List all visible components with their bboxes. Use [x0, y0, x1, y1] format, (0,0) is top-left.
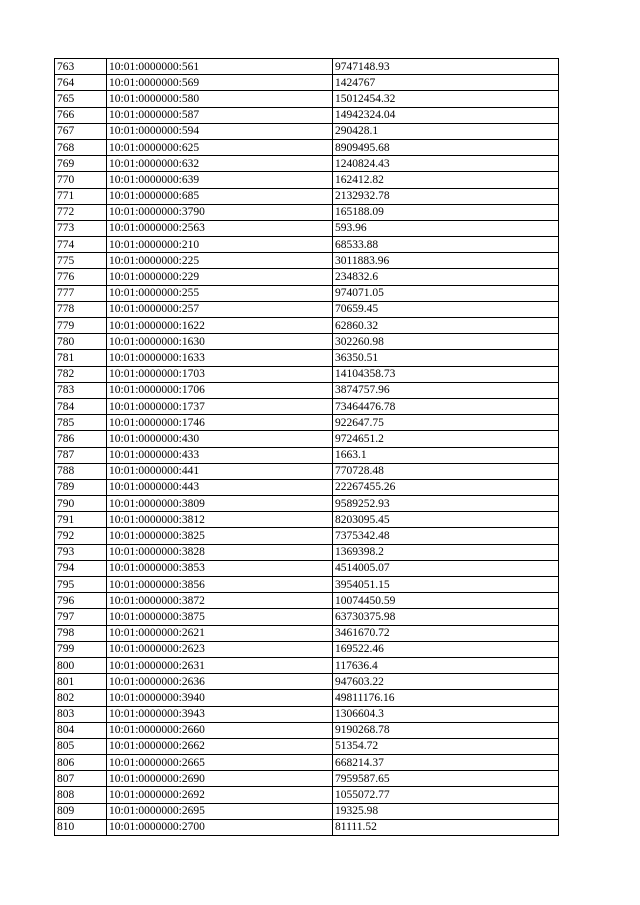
cadastral-number-cell: 10:01:0000000:2660	[107, 722, 333, 738]
cadastral-number-cell: 10:01:0000000:3943	[107, 706, 333, 722]
value-cell: 14104358.73	[333, 366, 559, 382]
row-number-cell: 784	[55, 398, 107, 414]
value-cell: 234832.6	[333, 269, 559, 285]
cadastral-number-cell: 10:01:0000000:594	[107, 123, 333, 139]
value-cell: 2132932.78	[333, 188, 559, 204]
table-row	[55, 674, 559, 690]
cadastral-number-cell: 10:01:0000000:2662	[107, 738, 333, 754]
row-number-cell: 763	[55, 59, 107, 75]
row-number-cell: 790	[55, 496, 107, 512]
value-cell: 169522.46	[333, 641, 559, 657]
table-row	[55, 366, 559, 382]
cadastral-number-cell: 10:01:0000000:1746	[107, 415, 333, 431]
value-cell: 1424767	[333, 75, 559, 91]
value-cell: 10074450.59	[333, 593, 559, 609]
table-row	[55, 188, 559, 204]
row-number-cell: 808	[55, 787, 107, 803]
value-cell: 36350.51	[333, 350, 559, 366]
table-row	[55, 285, 559, 301]
cadastral-number-cell: 10:01:0000000:1630	[107, 334, 333, 350]
cadastral-number-cell: 10:01:0000000:632	[107, 156, 333, 172]
table-row	[55, 204, 559, 220]
row-number-cell: 803	[55, 706, 107, 722]
cadastral-number-cell: 10:01:0000000:2692	[107, 787, 333, 803]
value-cell: 974071.05	[333, 285, 559, 301]
row-number-cell: 771	[55, 188, 107, 204]
row-number-cell: 788	[55, 463, 107, 479]
cadastral-number-cell: 10:01:0000000:1706	[107, 382, 333, 398]
row-number-cell: 786	[55, 431, 107, 447]
cadastral-number-cell: 10:01:0000000:569	[107, 75, 333, 91]
value-cell: 3461670.72	[333, 625, 559, 641]
value-cell: 14942324.04	[333, 107, 559, 123]
cadastral-number-cell: 10:01:0000000:1622	[107, 318, 333, 334]
cadastral-number-cell: 10:01:0000000:3875	[107, 609, 333, 625]
cadastral-number-cell: 10:01:0000000:580	[107, 91, 333, 107]
value-cell: 7959587.65	[333, 771, 559, 787]
cadastral-number-cell: 10:01:0000000:2700	[107, 819, 333, 835]
row-number-cell: 795	[55, 577, 107, 593]
value-cell: 63730375.98	[333, 609, 559, 625]
row-number-cell: 810	[55, 819, 107, 835]
cadastral-number-cell: 10:01:0000000:2623	[107, 641, 333, 657]
row-number-cell: 773	[55, 220, 107, 236]
cadastral-number-cell: 10:01:0000000:587	[107, 107, 333, 123]
row-number-cell: 772	[55, 204, 107, 220]
table-row	[55, 123, 559, 139]
table-row	[55, 350, 559, 366]
row-number-cell: 789	[55, 479, 107, 495]
value-cell: 668214.37	[333, 755, 559, 771]
value-cell: 1663.1	[333, 447, 559, 463]
cadastral-number-cell: 10:01:0000000:2690	[107, 771, 333, 787]
cadastral-number-cell: 10:01:0000000:2631	[107, 657, 333, 673]
cadastral-number-cell: 10:01:0000000:430	[107, 431, 333, 447]
table-row	[55, 738, 559, 754]
value-cell: 290428.1	[333, 123, 559, 139]
row-number-cell: 776	[55, 269, 107, 285]
cadastral-number-cell: 10:01:0000000:225	[107, 253, 333, 269]
row-number-cell: 791	[55, 512, 107, 528]
data-table	[54, 58, 559, 836]
cadastral-number-cell: 10:01:0000000:210	[107, 237, 333, 253]
row-number-cell: 780	[55, 334, 107, 350]
cadastral-number-cell: 10:01:0000000:1633	[107, 350, 333, 366]
value-cell: 162412.82	[333, 172, 559, 188]
cadastral-number-cell: 10:01:0000000:257	[107, 301, 333, 317]
table-row	[55, 172, 559, 188]
table-row	[55, 641, 559, 657]
row-number-cell: 774	[55, 237, 107, 253]
value-cell: 770728.48	[333, 463, 559, 479]
value-cell: 62860.32	[333, 318, 559, 334]
cadastral-number-cell: 10:01:0000000:3812	[107, 512, 333, 528]
cadastral-number-cell: 10:01:0000000:2695	[107, 803, 333, 819]
row-number-cell: 768	[55, 139, 107, 155]
value-cell: 3954051.15	[333, 577, 559, 593]
row-number-cell: 796	[55, 593, 107, 609]
row-number-cell: 792	[55, 528, 107, 544]
value-cell: 8909495.68	[333, 139, 559, 155]
value-cell: 8203095.45	[333, 512, 559, 528]
value-cell: 1055072.77	[333, 787, 559, 803]
table-row	[55, 609, 559, 625]
value-cell: 49811176.16	[333, 690, 559, 706]
value-cell: 922647.75	[333, 415, 559, 431]
cadastral-number-cell: 10:01:0000000:2665	[107, 755, 333, 771]
table-row	[55, 755, 559, 771]
value-cell: 1306604.3	[333, 706, 559, 722]
table-row	[55, 318, 559, 334]
value-cell: 4514005.07	[333, 560, 559, 576]
cadastral-number-cell: 10:01:0000000:561	[107, 59, 333, 75]
row-number-cell: 767	[55, 123, 107, 139]
cadastral-number-cell: 10:01:0000000:639	[107, 172, 333, 188]
table-row	[55, 431, 559, 447]
table-row	[55, 771, 559, 787]
value-cell: 947603.22	[333, 674, 559, 690]
cadastral-number-cell: 10:01:0000000:443	[107, 479, 333, 495]
value-cell: 117636.4	[333, 657, 559, 673]
table-row	[55, 107, 559, 123]
table-row	[55, 544, 559, 560]
row-number-cell: 781	[55, 350, 107, 366]
table-row	[55, 625, 559, 641]
row-number-cell: 766	[55, 107, 107, 123]
cadastral-number-cell: 10:01:0000000:255	[107, 285, 333, 301]
table-row	[55, 382, 559, 398]
cadastral-number-cell: 10:01:0000000:3828	[107, 544, 333, 560]
row-number-cell: 783	[55, 382, 107, 398]
table-row	[55, 253, 559, 269]
row-number-cell: 777	[55, 285, 107, 301]
table-row	[55, 560, 559, 576]
table-row	[55, 722, 559, 738]
table-row	[55, 91, 559, 107]
table-row	[55, 269, 559, 285]
value-cell: 9747148.93	[333, 59, 559, 75]
row-number-cell: 770	[55, 172, 107, 188]
row-number-cell: 799	[55, 641, 107, 657]
row-number-cell: 802	[55, 690, 107, 706]
table-row	[55, 787, 559, 803]
value-cell: 1240824.43	[333, 156, 559, 172]
value-cell: 68533.88	[333, 237, 559, 253]
table-row	[55, 415, 559, 431]
table-row	[55, 496, 559, 512]
cadastral-number-cell: 10:01:0000000:3790	[107, 204, 333, 220]
table-row	[55, 657, 559, 673]
cadastral-number-cell: 10:01:0000000:229	[107, 269, 333, 285]
row-number-cell: 793	[55, 544, 107, 560]
row-number-cell: 764	[55, 75, 107, 91]
value-cell: 81111.52	[333, 819, 559, 835]
table-row	[55, 237, 559, 253]
table-row	[55, 512, 559, 528]
row-number-cell: 778	[55, 301, 107, 317]
row-number-cell: 769	[55, 156, 107, 172]
table-row	[55, 59, 559, 75]
value-cell: 7375342.48	[333, 528, 559, 544]
value-cell: 302260.98	[333, 334, 559, 350]
value-cell: 165188.09	[333, 204, 559, 220]
cadastral-number-cell: 10:01:0000000:2636	[107, 674, 333, 690]
table-row	[55, 447, 559, 463]
cadastral-number-cell: 10:01:0000000:3825	[107, 528, 333, 544]
cadastral-number-cell: 10:01:0000000:2621	[107, 625, 333, 641]
table-row	[55, 803, 559, 819]
row-number-cell: 804	[55, 722, 107, 738]
cadastral-number-cell: 10:01:0000000:685	[107, 188, 333, 204]
table-row	[55, 75, 559, 91]
value-cell: 593.96	[333, 220, 559, 236]
cadastral-number-cell: 10:01:0000000:1703	[107, 366, 333, 382]
value-cell: 73464476.78	[333, 398, 559, 414]
row-number-cell: 787	[55, 447, 107, 463]
table-row	[55, 301, 559, 317]
cadastral-number-cell: 10:01:0000000:433	[107, 447, 333, 463]
table-row	[55, 334, 559, 350]
row-number-cell: 809	[55, 803, 107, 819]
value-cell: 9589252.93	[333, 496, 559, 512]
value-cell: 15012454.32	[333, 91, 559, 107]
table-body	[55, 59, 559, 836]
table-row	[55, 220, 559, 236]
value-cell: 19325.98	[333, 803, 559, 819]
cadastral-number-cell: 10:01:0000000:2563	[107, 220, 333, 236]
cadastral-number-cell: 10:01:0000000:1737	[107, 398, 333, 414]
row-number-cell: 765	[55, 91, 107, 107]
table-row	[55, 819, 559, 835]
table-row	[55, 463, 559, 479]
row-number-cell: 779	[55, 318, 107, 334]
value-cell: 3011883.96	[333, 253, 559, 269]
table-row	[55, 690, 559, 706]
cadastral-number-cell: 10:01:0000000:441	[107, 463, 333, 479]
value-cell: 9724651.2	[333, 431, 559, 447]
table-row	[55, 577, 559, 593]
row-number-cell: 806	[55, 755, 107, 771]
value-cell: 3874757.96	[333, 382, 559, 398]
row-number-cell: 794	[55, 560, 107, 576]
value-cell: 9190268.78	[333, 722, 559, 738]
cadastral-number-cell: 10:01:0000000:625	[107, 139, 333, 155]
table-row	[55, 593, 559, 609]
row-number-cell: 775	[55, 253, 107, 269]
row-number-cell: 797	[55, 609, 107, 625]
row-number-cell: 800	[55, 657, 107, 673]
cadastral-number-cell: 10:01:0000000:3853	[107, 560, 333, 576]
cadastral-number-cell: 10:01:0000000:3856	[107, 577, 333, 593]
row-number-cell: 807	[55, 771, 107, 787]
value-cell: 1369398.2	[333, 544, 559, 560]
value-cell: 22267455.26	[333, 479, 559, 495]
table-row	[55, 156, 559, 172]
cadastral-number-cell: 10:01:0000000:3872	[107, 593, 333, 609]
value-cell: 51354.72	[333, 738, 559, 754]
table-row	[55, 139, 559, 155]
value-cell: 70659.45	[333, 301, 559, 317]
table-row	[55, 706, 559, 722]
row-number-cell: 801	[55, 674, 107, 690]
row-number-cell: 782	[55, 366, 107, 382]
cadastral-number-cell: 10:01:0000000:3809	[107, 496, 333, 512]
table-row	[55, 528, 559, 544]
row-number-cell: 785	[55, 415, 107, 431]
row-number-cell: 805	[55, 738, 107, 754]
row-number-cell: 798	[55, 625, 107, 641]
table-row	[55, 479, 559, 495]
cadastral-number-cell: 10:01:0000000:3940	[107, 690, 333, 706]
table-row	[55, 398, 559, 414]
